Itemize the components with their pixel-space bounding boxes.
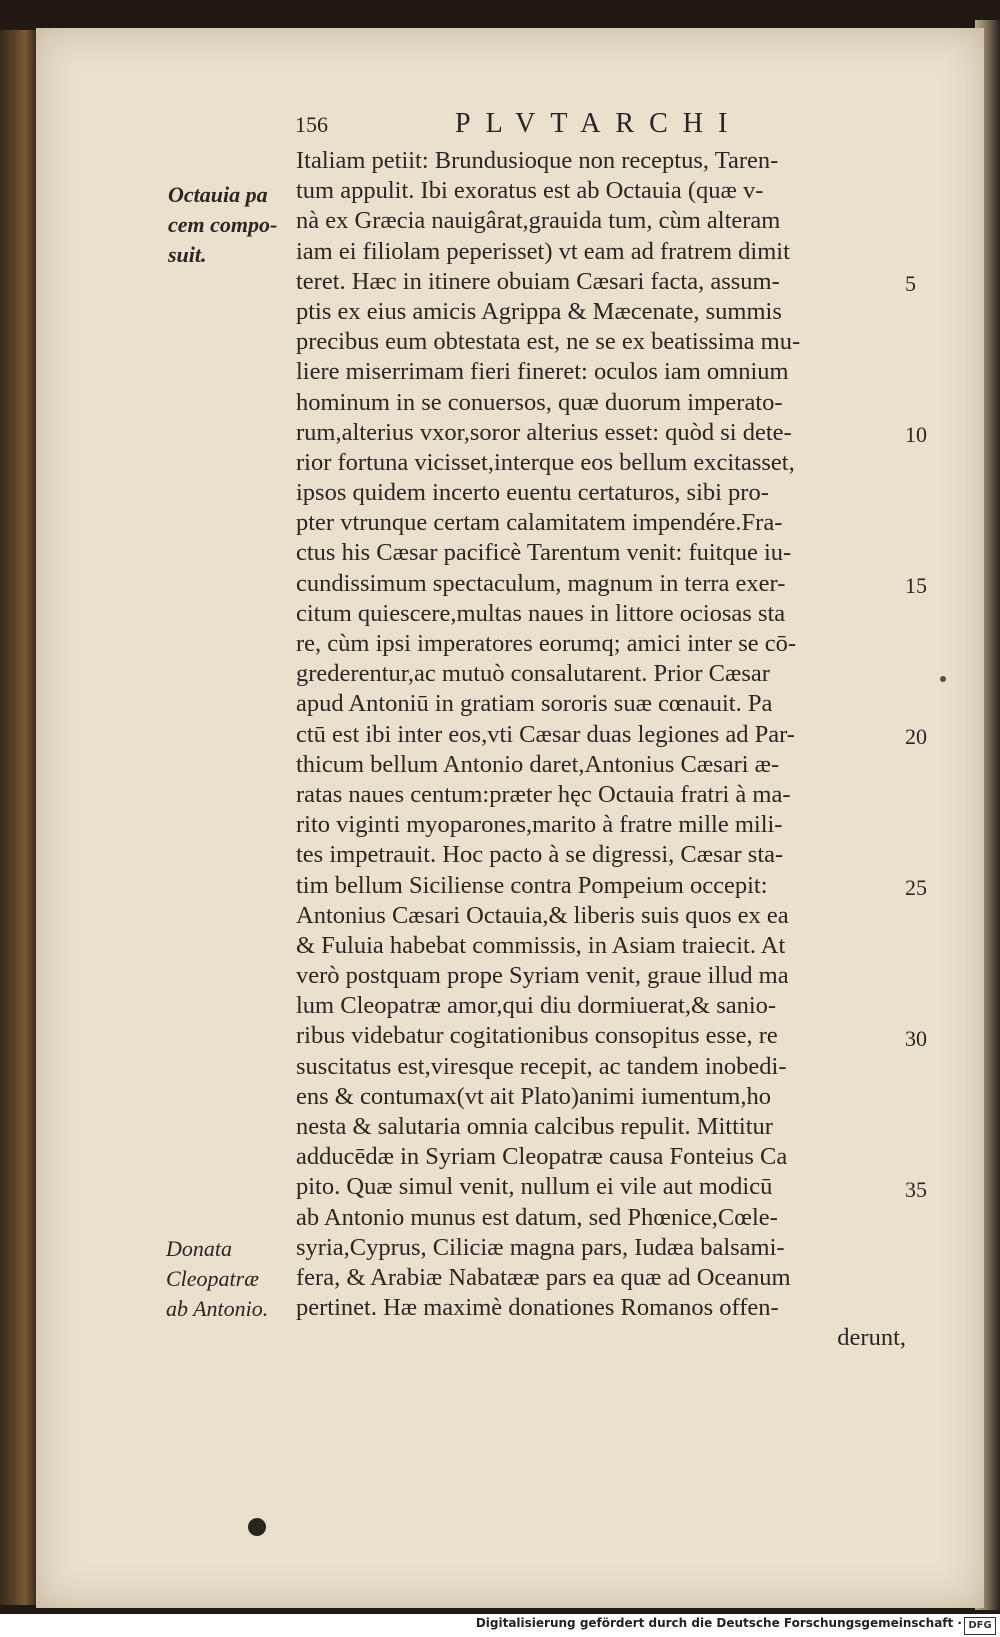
text-line: pter vtrunque certam calamitatem impendére.Fra- xyxy=(296,509,783,537)
text-line: ab Antonio munus est datum, sed Phœnice,Cœle- xyxy=(296,1203,778,1231)
text-line: ctus his Cæsar pacificè Tarentum venit: fuitque iu- xyxy=(296,539,792,567)
text-line: nà ex Græcia nauigârat,grauida tum, cùm alteram xyxy=(296,207,781,235)
line-number: 35 xyxy=(905,1176,927,1202)
text-line: fera, & Arabiæ Nabatææ pars ea quæ ad Oceanum xyxy=(296,1263,791,1291)
text-line: tum appulit. Ibi exoratus est ab Octauia (quæ v- xyxy=(296,177,764,205)
text-line: Antonius Cæsari Octauia,& liberis suis quos ex ea xyxy=(296,901,789,929)
text-line: cundissimum spectaculum, magnum in terra exer- xyxy=(296,569,786,597)
text-line: tes impetrauit. Hoc pacto à se digressi, Cæsar sta- xyxy=(296,841,784,869)
text-line: ctū est ibi inter eos,vti Cæsar duas legiones ad Par- xyxy=(296,720,795,748)
text-line: grederentur,ac mutuò consalutarent. Prior Cæsar xyxy=(296,660,770,688)
text-line: adducēdæ in Syriam Cleopatræ causa Fonteius Ca xyxy=(296,1143,788,1171)
text-line: rito viginti myoparones,marito à fratre mille mili- xyxy=(296,811,783,839)
margin-note-line: cem compo- xyxy=(168,212,278,237)
text-line: precibus eum obtestata est, ne se ex beatissima mu- xyxy=(296,328,801,356)
dfg-logo: DFG xyxy=(964,1617,996,1635)
page-header xyxy=(295,108,935,144)
line-number: 10 xyxy=(905,421,927,447)
margin-note-line: Donata xyxy=(166,1236,232,1261)
text-line: ptis ex eius amicis Agrippa & Mæcenate, summis xyxy=(296,297,782,325)
text-line: derunt, xyxy=(837,1324,906,1352)
text-line: suscitatus est,viresque recepit, ac tandem inobedi- xyxy=(296,1052,787,1080)
line-number: 25 xyxy=(905,874,927,900)
text-line: re, cùm ipsi imperatores eorumq; amici inter se cō- xyxy=(296,630,797,657)
text-line: citum quiescere,multas naues in littore ociosas sta xyxy=(296,599,786,627)
book-spine-edge xyxy=(0,30,36,1605)
text-line: pertinet. Hæ maximè donationes Romanos offen- xyxy=(296,1294,779,1322)
page-number: 156 xyxy=(295,112,328,137)
text-line: liere miserrimam fieri fineret: oculos iam omnium xyxy=(296,358,789,386)
line-number: 5 xyxy=(905,270,916,296)
margin-note-line: ab Antonio. xyxy=(166,1296,269,1321)
text-line: hominum in se conuersos, quæ duorum imperato- xyxy=(296,388,783,416)
ink-spot xyxy=(248,1518,266,1536)
text-line: iam ei filiolam peperisset) vt eam ad fratrem dimit xyxy=(296,237,790,265)
line-number: 20 xyxy=(905,723,927,749)
text-line: & Fuluia habebat commissis, in Asiam traiecit. At xyxy=(296,931,786,959)
text-line: ratas naues centum:præter hęc Octauia fratri à ma- xyxy=(296,780,791,808)
margin-note-line: Cleopatræ xyxy=(166,1266,259,1291)
text-line: thicum bellum Antonio daret,Antonius Cæsari æ- xyxy=(296,750,780,778)
text-line: Italiam petiit: Brundusioque non receptus, Taren- xyxy=(296,147,779,174)
margin-note-line: Octauia pa xyxy=(168,182,268,207)
text-line: rior fortuna vicisset,interque eos bellum excitasset, xyxy=(296,448,795,476)
text-line: nesta & salutaria omnia calcibus repulit. Mittitur xyxy=(296,1113,773,1140)
footer-credit: Digitalisierung gefördert durch die Deutsche Forschungsgemeinschaft · xyxy=(475,1616,962,1630)
line-number: 30 xyxy=(905,1025,927,1051)
line-number: 15 xyxy=(905,572,927,598)
text-line: rum,alterius vxor,soror alterius esset: quòd si dete- xyxy=(296,418,792,446)
margin-note-octauia xyxy=(168,180,293,270)
digitization-footer xyxy=(0,1614,1000,1637)
text-line: tim bellum Siciliense contra Pompeium occepit: xyxy=(296,871,768,899)
text-line: lum Cleopatræ amor,qui diu dormiuerat,& sanio- xyxy=(296,992,777,1020)
text-line: apud Antoniū in gratiam sororis suæ cœnauit. Pa xyxy=(296,690,773,718)
margin-note-line: suit. xyxy=(168,242,207,267)
ink-mark xyxy=(940,676,946,682)
text-line: ipsos quidem incerto euentu certaturos, sibi pro- xyxy=(296,479,769,507)
text-line: pito. Quæ simul venit, nullum ei vile aut modicū xyxy=(296,1173,773,1201)
text-line: teret. Hæc in itinere obuiam Cæsari facta, assum- xyxy=(296,267,780,295)
body-text xyxy=(296,146,906,1354)
margin-note-donata xyxy=(166,1234,291,1324)
running-title: PLVTARCHI xyxy=(455,108,743,139)
text-line: ribus videbatur cogitationibus consopitus esse, re xyxy=(296,1022,778,1050)
text-line: verò postquam prope Syriam venit, graue illud ma xyxy=(296,962,789,990)
text-line: syria,Cyprus, Ciliciæ magna pars, Iudæa balsami- xyxy=(296,1233,785,1261)
text-line: ens & contumax(vt ait Plato)animi iumentum,ho xyxy=(296,1082,771,1110)
